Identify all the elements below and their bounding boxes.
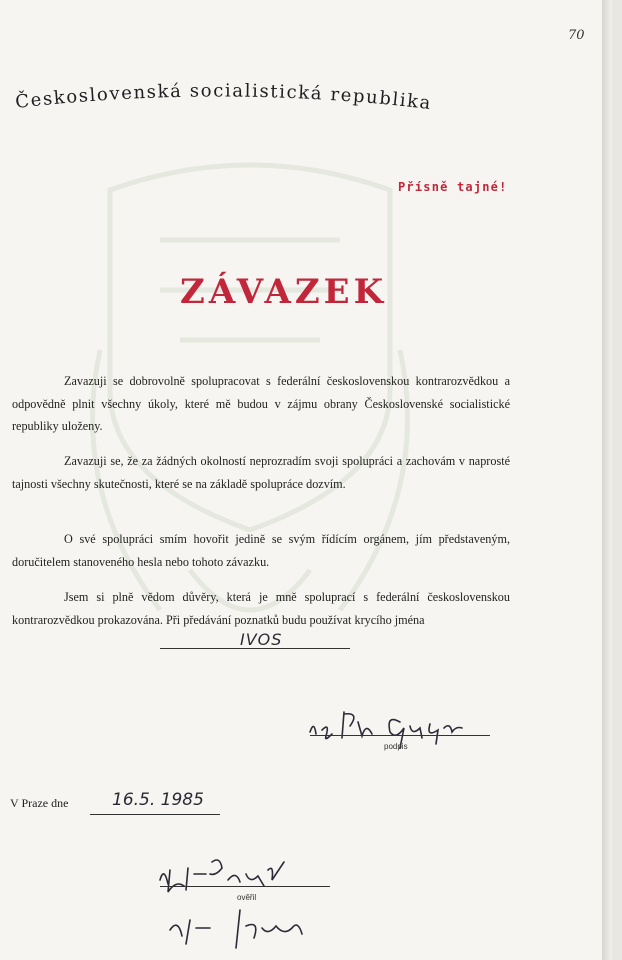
signature-label: podpis: [384, 742, 408, 751]
page-edge: [602, 0, 612, 960]
republic-heading-text: Československá socialistická republika: [14, 80, 434, 115]
signature-line: [310, 735, 490, 736]
date-handwritten: 16.5. 1985: [112, 790, 204, 810]
verification-line: [160, 886, 330, 887]
classification-stamp: Přísně tajné!: [398, 180, 508, 194]
svg-text:Československá socialistická r: [14, 80, 433, 114]
paragraph-4: [12, 586, 510, 631]
cover-name-line: [160, 648, 350, 649]
republic-heading: [12, 78, 512, 138]
paragraph-4-text: Jsem si plně vědom důvěry, která je mně spoluprací s federální československou kontrarozvědkou prokazována. Při předávání poznatků budu používat krycího jména: [12, 590, 510, 627]
place-date-label: V Praze dne: [10, 796, 69, 810]
document-title: ZÁVAZEK: [180, 272, 388, 312]
verification-label: ověřil: [237, 893, 257, 902]
paragraph-2-text: Zavazuji se, že za žádných okolností neprozradím svoji spolupráci a zachovám v naprosté tajnosti všechny skutečnosti, které se na základě spolupráce dozvím.: [12, 454, 510, 491]
date-line: [90, 814, 220, 815]
page-number: 70: [568, 28, 585, 43]
paragraph-1-text: Zavazuji se dobrovolně spolupracovat s federální československou kontrarozvědkou a odpovědně plnit všechny úkoly, které mě budou v zájmu obrany Československé socialistické republiky uloženy.: [12, 374, 510, 433]
paragraph-3: [12, 528, 510, 573]
paragraph-1: [12, 370, 510, 438]
paragraph-3-text: O své spolupráci smím hovořit jedině se svým řídícím orgánem, jím představeným, doručitelem stanoveného hesla nebo tohoto závazku.: [12, 532, 510, 569]
cover-name-handwritten: IVOS: [240, 630, 283, 649]
paragraph-2: [12, 450, 510, 495]
